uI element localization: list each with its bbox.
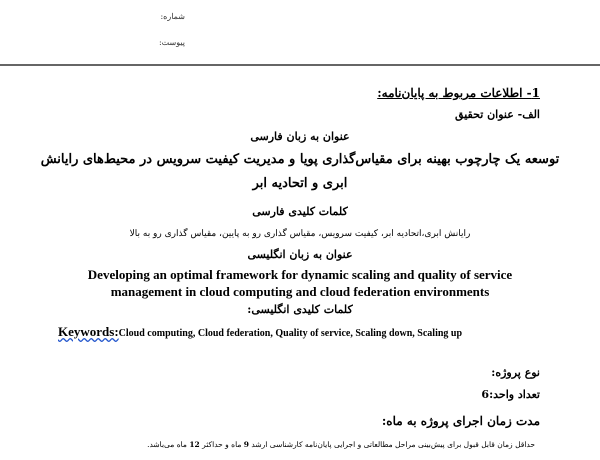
english-keywords-line: [58, 324, 462, 340]
duration-note-c: ماه می‌باشد.: [147, 440, 190, 449]
english-title-label: عنوان به زبان انگلیسی: [247, 248, 353, 261]
english-keywords-value: Cloud computing, Cloud federation, Quality of service, Scaling down, Scaling up: [118, 328, 463, 339]
english-title-line1: Developing an optimal framework for dynamic scaling and quality of service: [87, 267, 513, 282]
project-units-label: تعداد واحد:6: [481, 388, 540, 401]
number-label: شماره:: [160, 12, 185, 21]
project-type-label: نوع پروژه:: [491, 366, 540, 379]
header-divider: [0, 64, 600, 66]
duration-note-a: حداقل زمان قابل قبول برای پیش‌بینی مراحل مطالعاتی و اجرایی پایان‌نامه کارشناسی ارشد: [249, 440, 535, 449]
section-heading: 1- اطلاعات مربوط به پایان‌نامه:: [377, 86, 540, 100]
attachment-label: پیوست:: [158, 38, 185, 47]
persian-title-label: عنوان به زبان فارسی: [250, 130, 350, 143]
persian-title-line2: ابری و اتحادیه ابر: [252, 176, 348, 191]
duration-note: [147, 440, 535, 449]
persian-keywords-value: رایانش ابری،اتحادیه ابر، کیفیت سرویس، مقیاس گذاری رو به پایین، مقیاس گذاری رو به بالا: [129, 229, 471, 239]
duration-max: 12: [189, 440, 200, 449]
duration-min: 9: [243, 440, 249, 449]
english-title-line2: management in cloud computing and cloud federation environments: [110, 284, 490, 299]
english-keywords-label: کلمات کلیدی انگلیسی:: [247, 303, 353, 316]
persian-title-line1: توسعه یک چارچوب بهینه برای مقیاس‌گذاری پویا و مدیریت کیفیت سرویس در محیط‌های رایانش: [40, 152, 560, 167]
persian-keywords-label: کلمات کلیدی فارسی: [252, 205, 348, 218]
keywords-prefix: Keywords:: [58, 324, 119, 339]
duration-note-b: ماه و حداکثر: [199, 440, 244, 449]
project-duration-label: مدت زمان اجرای پروژه به ماه:: [381, 414, 540, 428]
section-subheading: الف- عنوان تحقیق: [455, 108, 540, 121]
